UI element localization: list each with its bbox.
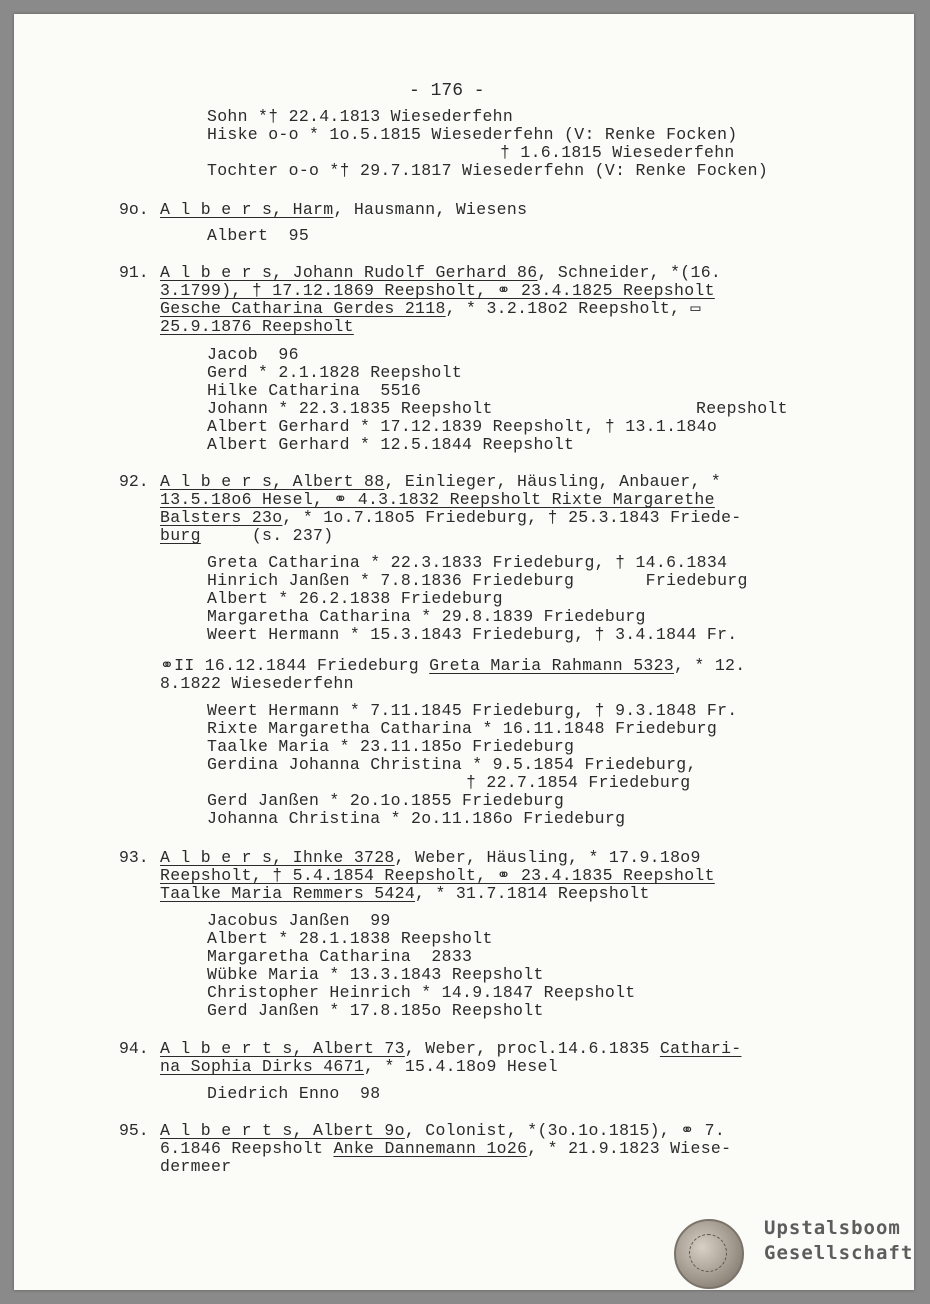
child-line: Weert Hermann * 15.3.1843 Friedeburg, † 3.4.1844 Fr. — [207, 625, 738, 644]
entry-line — [160, 1058, 558, 1076]
entry-line — [160, 1140, 731, 1158]
entry-number: 93. — [119, 848, 149, 867]
entry-details: , * 12. — [674, 656, 746, 675]
child-line: Albert 95 — [207, 226, 310, 245]
spouse-name: Balsters 23o — [160, 508, 283, 527]
entry-line — [160, 318, 354, 336]
entry-head — [160, 1040, 742, 1058]
entry-name: A l b e r t s, Albert 9o — [160, 1121, 405, 1140]
child-line: Rixte Margaretha Catharina * 16.11.1848 Friedeburg — [207, 719, 718, 738]
brand-name-line2: Gesellschaft — [764, 1242, 914, 1264]
child-line: Margaretha Catharina * 29.8.1839 Friedeburg — [207, 607, 646, 626]
spouse-name: Rixte Margarethe — [551, 490, 715, 509]
child-line: Wübke Maria * 13.3.1843 Reepsholt — [207, 965, 544, 984]
marriage-line: 8.1822 Wiesederfehn — [160, 674, 354, 693]
entry-head — [160, 1122, 725, 1140]
spouse-name: Cathari- — [659, 1039, 742, 1058]
intro-line: † 1.6.1815 Wiesederfehn — [500, 143, 735, 162]
entry-details: , * 15.4.18o9 Hesel — [364, 1057, 558, 1076]
entry-details: , Einlieger, Häusling, Anbauer, * — [384, 472, 722, 491]
child-line: Hilke Catharina 5516 — [207, 381, 422, 400]
entry-details: Reepsholt, † 5.4.1854 Reepsholt, ⚭ 23.4.1835 Reepsholt — [160, 866, 715, 885]
seal-icon — [674, 1219, 744, 1289]
entry-number: 91. — [119, 263, 149, 282]
child-line: Diedrich Enno 98 — [207, 1084, 381, 1103]
entry-details: , Hausmann, Wiesens — [333, 200, 528, 219]
child-line: Jacob 96 — [207, 345, 299, 364]
child-line: Hinrich Janßen * 7.8.1836 Friedeburg Friedeburg — [207, 571, 748, 590]
entry-details: 13.5.18o6 Hesel, ⚭ 4.3.1832 Reepsholt — [160, 490, 552, 509]
child-line: Johann * 22.3.1835 Reepsholt — [207, 399, 493, 418]
child-line: Gerd Janßen * 17.8.185o Reepsholt — [207, 1001, 544, 1020]
entry-details: ⚭II 16.12.1844 Friedeburg — [160, 656, 430, 675]
child-line: Margaretha Catharina 2833 — [207, 947, 473, 966]
intro-line: Hiske o-o * 1o.5.1815 Wiesederfehn (V: Renke Focken) — [207, 125, 738, 144]
entry-details: 3.1799), † 17.12.1869 Reepsholt, ⚭ 23.4.1825 Reepsholt — [160, 281, 715, 300]
entry-name: A l b e r s, Harm — [160, 200, 334, 219]
entry-details: burg — [160, 526, 201, 545]
intro-line: Sohn *† 22.4.1813 Wiesederfehn — [207, 107, 514, 126]
entry-line — [160, 509, 742, 527]
entry-line — [160, 300, 701, 318]
entry-details: , * 3.2.18o2 Reepsholt, ▭ — [445, 299, 701, 318]
entry-number: 9o. — [119, 200, 149, 219]
entry-details: , Weber, Häusling, * 17.9.18o9 — [394, 848, 701, 867]
child-line: Johanna Christina * 2o.11.186o Friedeburg — [207, 809, 626, 828]
spouse-name: Gesche Catharina Gerdes 2118 — [160, 299, 446, 318]
entry-number: 95. — [119, 1121, 149, 1140]
entry-details: 25.9.1876 Reepsholt — [160, 317, 354, 336]
spouse-name: Anke Dannemann 1o26 — [333, 1139, 528, 1158]
child-line: Christopher Heinrich * 14.9.1847 Reepsholt — [207, 983, 636, 1002]
entry-details: , Schneider, *(16. — [537, 263, 722, 282]
spouse-name: Taalke Maria Remmers 5424 — [160, 884, 416, 903]
entry-details: , * 31.7.1814 Reepsholt — [415, 884, 650, 903]
entry-line — [160, 867, 715, 885]
spouse-name: Greta Maria Rahmann 5323 — [429, 656, 675, 675]
entry-head — [160, 849, 701, 867]
entry-line — [160, 527, 333, 545]
entry-line — [160, 491, 715, 509]
intro-line: Tochter o-o *† 29.7.1817 Wiesederfehn (V: Renke Focken) — [207, 161, 769, 180]
entry-line — [160, 885, 650, 903]
entry-details: , Weber, procl.14.6.1835 — [404, 1039, 660, 1058]
child-line: Taalke Maria * 23.11.185o Friedeburg — [207, 737, 575, 756]
entry-name: A l b e r t s, Albert 73 — [160, 1039, 405, 1058]
entry-details: 6.1846 Reepsholt — [160, 1139, 334, 1158]
entry-line — [160, 282, 715, 300]
child-line: Gerdina Johanna Christina * 9.5.1854 Friedeburg, — [207, 755, 697, 774]
child-line: Gerd * 2.1.1828 Reepsholt — [207, 363, 463, 382]
child-line: Albert * 26.2.1838 Friedeburg — [207, 589, 503, 608]
entry-name: A l b e r s, Johann Rudolf Gerhard 86 — [160, 263, 538, 282]
entry-head — [160, 201, 527, 219]
child-line: Jacobus Janßen 99 — [207, 911, 391, 930]
child-note: Reepsholt — [696, 399, 788, 418]
child-line: † 22.7.1854 Friedeburg — [466, 773, 691, 792]
entry-details: (s. 237) — [200, 526, 334, 545]
entry-name: A l b e r s, Albert 88 — [160, 472, 385, 491]
entry-line: dermeer — [160, 1157, 232, 1176]
entry-head — [160, 473, 721, 491]
entry-name: A l b e r s, Ihnke 3728 — [160, 848, 395, 867]
entry-details: , * 21.9.1823 Wiese- — [527, 1139, 732, 1158]
entry-details: , Colonist, *(3o.1o.1815), ⚭ 7. — [404, 1121, 726, 1140]
page-number: - 176 - — [409, 81, 485, 101]
entry-number: 92. — [119, 472, 149, 491]
child-line: Albert Gerhard * 12.5.1844 Reepsholt — [207, 435, 575, 454]
child-line: Weert Hermann * 7.11.1845 Friedeburg, † 9.3.1848 Fr. — [207, 701, 738, 720]
child-line: Gerd Janßen * 2o.1o.1855 Friedeburg — [207, 791, 565, 810]
spouse-name: na Sophia Dirks 4671 — [160, 1057, 365, 1076]
child-line: Albert Gerhard * 17.12.1839 Reepsholt, † 13.1.184o — [207, 417, 718, 436]
child-line: Albert * 28.1.1838 Reepsholt — [207, 929, 493, 948]
entry-number: 94. — [119, 1039, 149, 1058]
marriage-line — [160, 657, 745, 675]
child-line: Greta Catharina * 22.3.1833 Friedeburg, † 14.6.1834 — [207, 553, 728, 572]
entry-details: , * 1o.7.18o5 Friedeburg, † 25.3.1843 Friede- — [282, 508, 742, 527]
brand-name-line1: Upstalsboom — [764, 1217, 901, 1239]
document-page — [14, 14, 914, 1290]
entry-head — [160, 264, 721, 282]
